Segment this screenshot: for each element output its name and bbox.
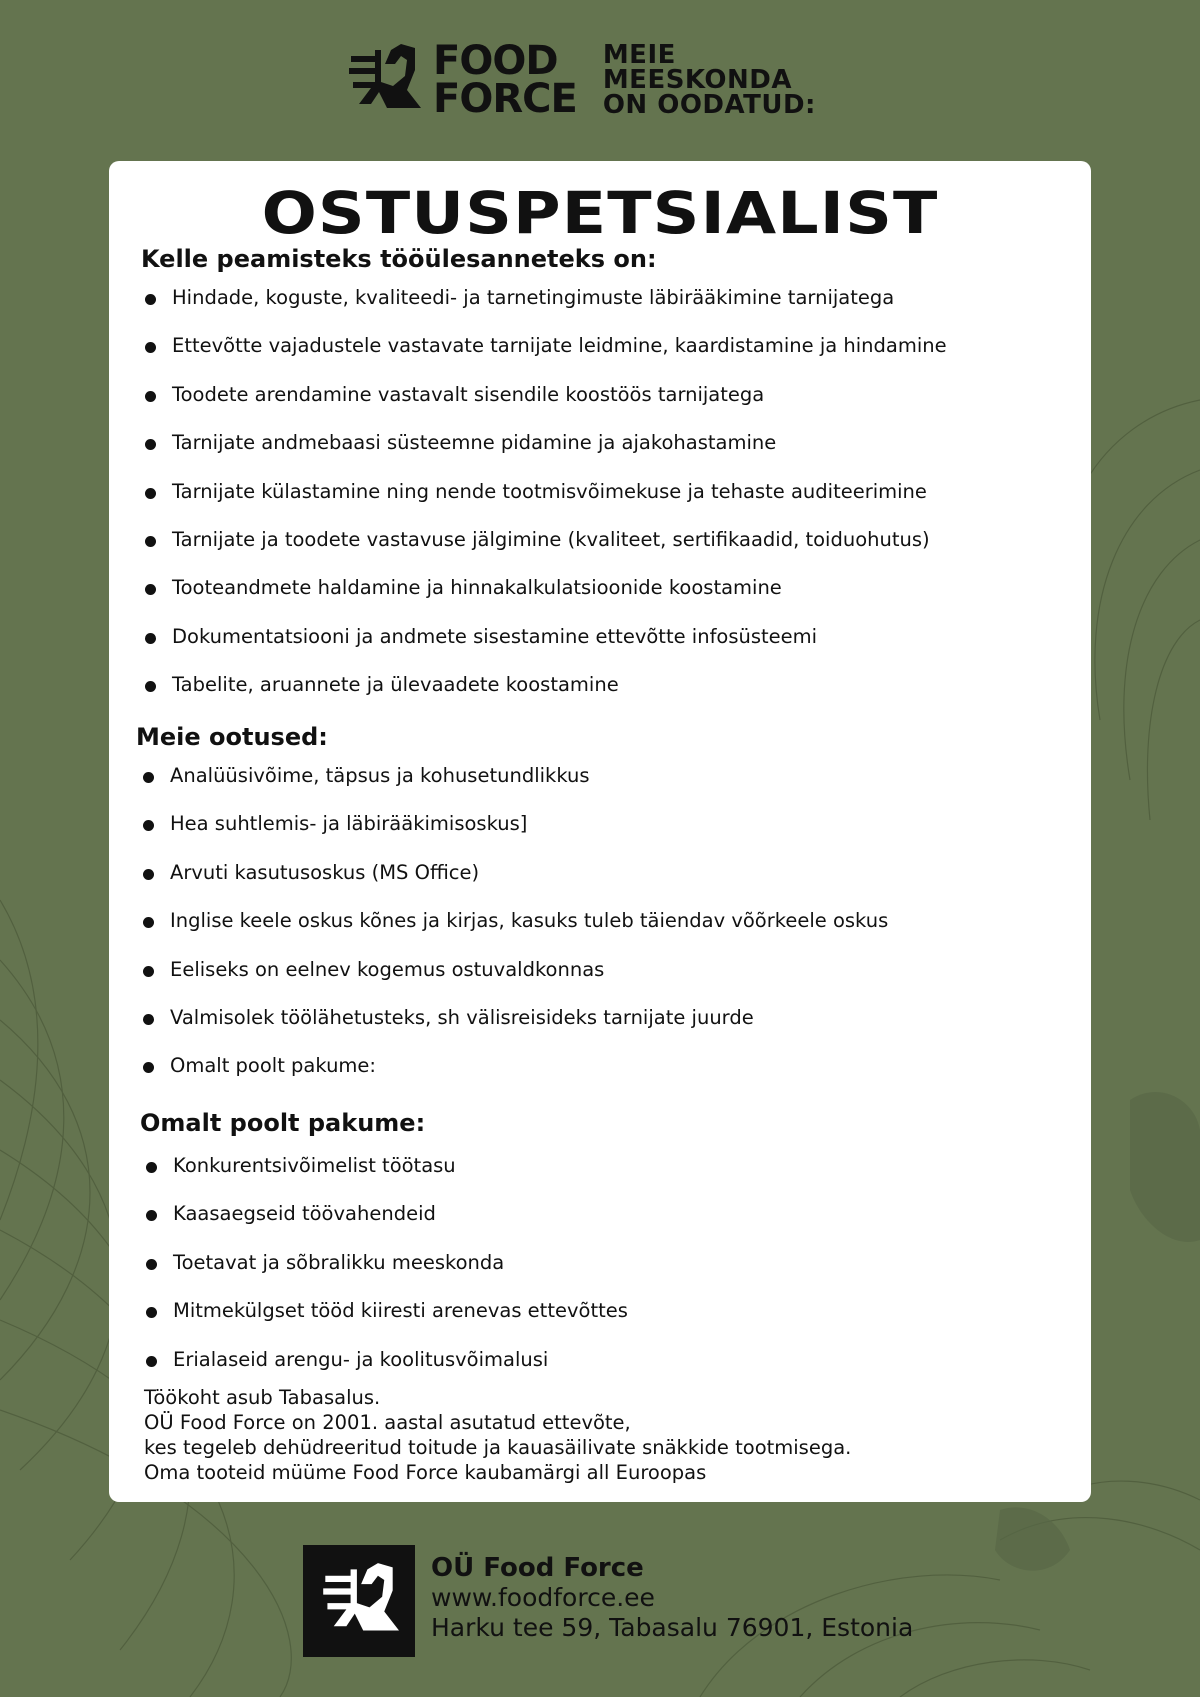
list-item: Valmisolek töölähetusteks, sh välisreisideks tarnijate juurde [139,1006,888,1054]
expectations-list [139,764,888,1103]
list-item: Arvuti kasutusoskus (MS Office) [139,861,888,909]
footer-company: OÜ Food Force [431,1553,644,1583]
about-line: OÜ Food Force on 2001. aastal asutatud ettevõte, [144,1411,631,1434]
tagline-line-1: MEIE [602,39,676,70]
list-item: Erialaseid arengu- ja koolitusvõimalusi [142,1348,628,1396]
list-item: Toetavat ja sõbralikku meeskonda [142,1251,628,1299]
expectations-heading: Meie ootused: [136,723,328,751]
list-item: Hea suhtlemis- ja läbirääkimisoskus] [139,812,888,860]
eagle-logo-icon [319,1561,399,1641]
job-title: OSTUSPETSIALIST [261,179,939,247]
list-item: Kaasaegseid töövahendeid [142,1202,628,1250]
list-item: Analüüsivõime, täpsus ja kohusetundlikkus [139,764,888,812]
list-item: Ettevõtte vajadustele vastavate tarnijate leidmine, kaardistamine ja hindamine [141,334,947,382]
list-item: Tarnijate ja toodete vastavuse jälgimine (kvaliteet, sertifikaadid, toiduohutus) [141,528,947,576]
tagline [602,39,816,120]
about-line: Töökoht asub Tabasalus. [144,1386,381,1409]
brand-name [433,38,577,122]
list-item: Tarnijate andmebaasi süsteemne pidamine ja ajakohastamine [141,431,947,479]
list-item: Tarnijate külastamine ning nende tootmisvõimekuse ja tehaste auditeerimine [141,480,947,528]
footer-contact [431,1553,913,1643]
offer-list [142,1154,628,1396]
tagline-line-3: ON OODATUD: [602,89,816,120]
about-line: Oma tooteid müüme Food Force kaubamärgi all Euroopas [144,1461,707,1484]
brand-line-1: FOOD [433,38,558,84]
list-item: Eeliseks on eelnev kogemus ostuvaldkonnas [139,958,888,1006]
list-item: Konkurentsivõimelist töötasu [142,1154,628,1202]
list-item: Tooteandmete haldamine ja hinnakalkulatsioonide koostamine [141,576,947,624]
tagline-line-2: MEESKONDA [602,64,792,95]
list-item: Dokumentatsiooni ja andmete sisestamine ettevõtte infosüsteemi [141,625,947,673]
header [345,40,816,120]
list-item: Toodete arendamine vastavalt sisendile koostöös tarnijatega [141,383,947,431]
footer-address: Harku tee 59, Tabasalu 76901, Estonia [431,1613,914,1642]
company-about [144,1385,851,1485]
job-card [109,161,1091,1502]
brand-line-2: FORCE [433,76,577,122]
footer-logo [303,1545,415,1657]
duties-list [141,286,947,722]
offer-heading: Omalt poolt pakume: [140,1109,426,1137]
eagle-logo-icon [345,42,421,118]
footer-website-link[interactable]: www.foodforce.ee [431,1583,655,1612]
list-item: Hindade, koguste, kvaliteedi- ja tarnetingimuste läbirääkimine tarnijatega [141,286,947,334]
list-item: Mitmekülgset tööd kiiresti arenevas ettevõttes [142,1299,628,1347]
list-item: Omalt poolt pakume: [139,1054,888,1102]
list-item: Inglise keele oskus kõnes ja kirjas, kasuks tuleb täiendav võõrkeele oskus [139,909,888,957]
footer [303,1545,913,1657]
about-line: kes tegeleb dehüdreeritud toitude ja kauasäilivate snäkkide tootmisega. [144,1436,852,1459]
list-item: Tabelite, aruannete ja ülevaadete koostamine [141,673,947,721]
duties-heading: Kelle peamisteks tööülesanneteks on: [141,245,657,273]
